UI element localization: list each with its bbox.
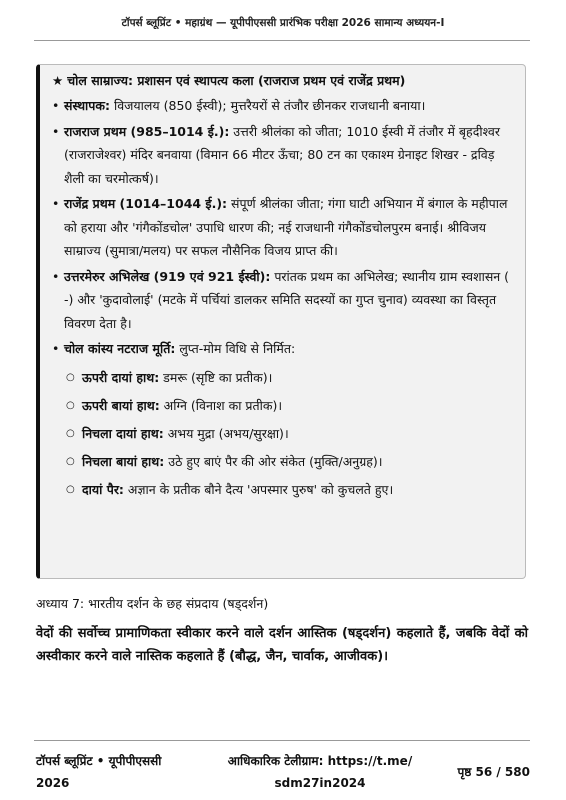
subitem-label: निचला बायां हाथ: <box>82 453 165 469</box>
bullet-dot-icon: • <box>52 196 60 211</box>
subitem-label: निचला दायां हाथ: <box>82 425 164 441</box>
chapter-body: वेदों की सर्वोच्च प्रामाणिकता स्वीकार करने वाले दर्शन आस्तिक (षड्दर्शन) कहलाते हैं, जबकि वेदों को अस्वीकार करने वाले नास्तिक कहलाते हैं (बौद्ध, जैन, चार्वाक, आजीवक)। <box>36 626 528 664</box>
bullet-dot-icon: • <box>52 268 60 284</box>
hollow-circle-icon: ○ <box>66 455 75 467</box>
header-divider <box>34 40 530 41</box>
bullet-label: राजेंद्र प्रथम (1014–1044 ई.): <box>64 196 228 211</box>
subitem-text: उठे हुए बाएं पैर की ओर संकेत (मुक्ति/अनुग्रह)। <box>164 453 383 469</box>
bullet-text: संपूर्ण श्रीलंका जीता; गंगा घाटी अभियान में बंगाल के महीपाल को हराया और 'गंगैकोंडचोल' उपाधि धारण की; नई राजधानी गंगैकोंडचोलपुरम बनाई। श्रीविजय साम्राज्य (सुमात्रा/मलय) पर सफल नौसैनिक विजय प्राप्त की। <box>64 196 508 258</box>
subitem-label: ऊपरी दायां हाथ: <box>82 369 160 385</box>
bullet-founder <box>52 94 515 118</box>
bullet-label: राजराज प्रथम (985–1014 ई.): <box>64 123 230 139</box>
subitem-lower-left-hand <box>52 450 515 473</box>
bullet-label: संस्थापक: <box>64 98 110 113</box>
running-header: टॉपर्स ब्लूप्रिंट • महाग्रंथ — यूपीपीएससी प्रारंभिक परीक्षा 2026 सामान्य अध्ययन-I <box>121 17 445 29</box>
bullet-rajendra <box>52 192 515 263</box>
bullet-dot-icon: • <box>52 98 60 113</box>
footer-telegram-line2: sdm27in2024 <box>274 776 366 790</box>
box-title-text: चोल साम्राज्य: प्रशासन एवं स्थापत्य कला (राजराज प्रथम एवं राजेंद्र प्रथम) <box>67 73 406 88</box>
subitem-label: ऊपरी बायां हाथ: <box>82 397 160 413</box>
box-title <box>52 71 515 91</box>
bullet-label: उत्तरमेरुर अभिलेख (919 एवं 921 ईस्वी): <box>64 268 271 284</box>
bullet-uttaramerur <box>52 265 515 336</box>
subitem-text: अज्ञान के प्रतीक बौने दैत्य 'अपस्मार पुरुष' को कुचलते हुए। <box>123 481 394 497</box>
footer-left-line1: टॉपर्स ब्लूप्रिंट • यूपीपीएससी <box>36 754 162 768</box>
subitem-upper-left-hand <box>52 394 515 417</box>
bullet-text: लुप्त-मोम विधि से निर्मित: <box>175 341 296 356</box>
bullet-dot-icon: • <box>52 123 60 139</box>
chapter-title: अध्याय 7: भारतीय दर्शन के छह संप्रदाय (षड्दर्शन) <box>36 596 269 611</box>
hollow-circle-icon: ○ <box>66 483 75 495</box>
bullet-dot-icon: • <box>52 341 60 356</box>
subitem-text: अभय मुद्रा (अभय/सुरक्षा)। <box>163 425 289 441</box>
bullet-text: विजयालय (850 ईस्वी); मुत्तरैयरों से तंजौर छीनकर राजधानी बनाया। <box>110 98 426 113</box>
subitem-right-leg <box>52 478 515 501</box>
hollow-circle-icon: ○ <box>66 371 75 383</box>
subitem-label: दायां पैर: <box>82 481 124 497</box>
footer-left <box>36 750 196 794</box>
hollow-circle-icon: ○ <box>66 427 75 439</box>
footer-left-line2: 2026 <box>36 776 70 790</box>
footer-telegram <box>200 750 440 794</box>
page-number: पृष्ठ 56 / 580 <box>457 765 530 779</box>
subitem-lower-right-hand <box>52 422 515 445</box>
chola-info-box <box>36 64 526 579</box>
subitem-upper-right-hand <box>52 366 515 389</box>
bullet-label: चोल कांस्य नटराज मूर्ति: <box>64 341 176 356</box>
footer-divider <box>34 740 530 741</box>
subitem-text: डमरू (सृष्टि का प्रतीक)। <box>159 369 273 385</box>
hollow-circle-icon: ○ <box>66 399 75 411</box>
bullet-nataraja <box>52 337 515 361</box>
star-icon: ★ <box>52 73 64 88</box>
footer-telegram-line1: आधिकारिक टेलीग्राम: https://t.me/ <box>227 754 413 768</box>
bullet-rajaraja <box>52 120 515 191</box>
subitem-text: अग्नि (विनाश का प्रतीक)। <box>159 397 283 413</box>
bullet-text: परांतक प्रथम का अभिलेख; स्थानीय ग्राम स्वशासन ( -) और 'कुदावोलाई' (मटके में पर्चियां डालकर समिति सदस्यों का गुप्त चुनाव) व्यवस्था का विस्तृत विवरण देता है। <box>64 268 510 331</box>
bullet-text: उत्तरी श्रीलंका को जीता; 1010 ईस्वी में तंजौर में बृहदीश्वर (राजराजेश्वर) मंदिर बनवाया (विमान 66 मीटर ऊँचा; 80 टन का एकाश्म ग्रेनाइट शिखर - द्रविड़ शैली का चरमोत्कर्ष)। <box>64 123 500 186</box>
